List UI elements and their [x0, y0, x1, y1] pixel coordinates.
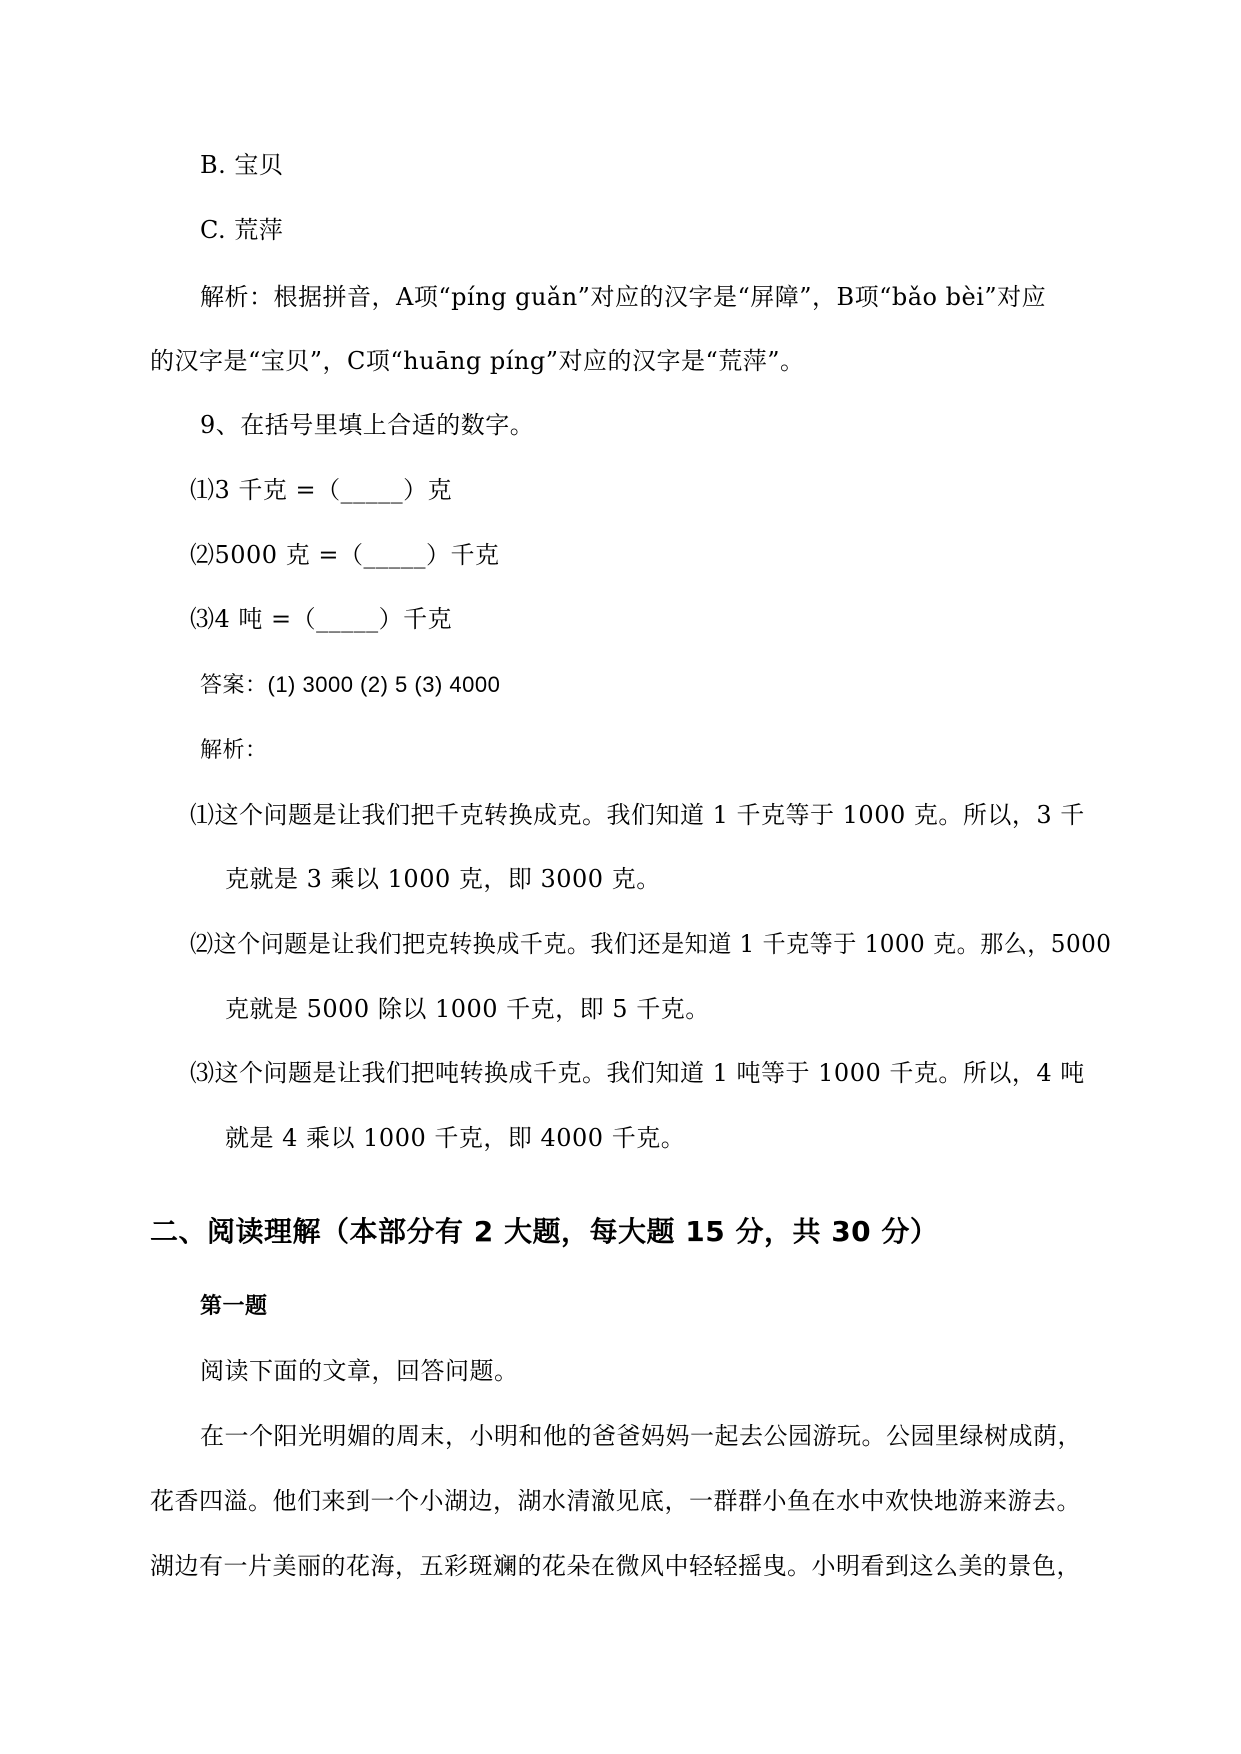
q8-analysis-line-1: 解析：根据拼音，A项“píng guǎn”对应的汉字是“屏障”，B项“bǎo bèi”对应	[200, 283, 1047, 311]
reading-instruction: 阅读下面的文章，回答问题。	[200, 1357, 519, 1385]
q9-item-2: ⑵5000 克 =（_____）千克	[190, 541, 500, 569]
q9-analysis-3-line-1: ⑶这个问题是让我们把吨转换成千克。我们知道 1 吨等于 1000 千克。所以，4 吨	[190, 1059, 1085, 1087]
q9-title: 9、在括号里填上合适的数字。	[200, 411, 535, 439]
question-1-title: 第一题	[200, 1294, 268, 1319]
q9-analysis-label: 解析：	[200, 737, 268, 762]
q9-item-3: ⑶4 吨 =（_____）千克	[190, 605, 453, 633]
option-b: B. 宝贝	[200, 151, 284, 179]
q9-analysis-1-line-2: 克就是 3 乘以 1000 克，即 3000 克。	[225, 865, 661, 893]
q9-answer: 答案：(1) 3000 (2) 5 (3) 4000	[200, 672, 501, 697]
q9-analysis-1-line-1: ⑴这个问题是让我们把千克转换成克。我们知道 1 千克等于 1000 克。所以，3 千	[190, 801, 1085, 829]
passage-line-1: 在一个阳光明媚的周末，小明和他的爸爸妈妈一起去公园游玩。公园里绿树成荫，	[200, 1422, 1082, 1450]
q9-item-1: ⑴3 千克 =（_____）克	[190, 476, 453, 504]
passage-line-2: 花香四溢。他们来到一个小湖边，湖水清澈见底，一群群小鱼在水中欢快地游来游去。	[150, 1487, 1081, 1515]
q8-analysis-line-2: 的汉字是“宝贝”，C项“huāng píng”对应的汉字是“荒萍”。	[150, 347, 805, 375]
q9-analysis-3-line-2: 就是 4 乘以 1000 千克，即 4000 千克。	[225, 1124, 686, 1152]
q9-analysis-2-line-1: ⑵这个问题是让我们把克转换成千克。我们还是知道 1 千克等于 1000 克。那么，5000	[190, 930, 1112, 958]
section-heading: 二、阅读理解（本部分有 2 大题，每大题 15 分，共 30 分）	[150, 1215, 939, 1248]
passage-line-3: 湖边有一片美丽的花海，五彩斑斓的花朵在微风中轻轻摇曳。小明看到这么美的景色，	[150, 1552, 1081, 1580]
option-c: C. 荒萍	[200, 216, 284, 244]
q9-analysis-2-line-2: 克就是 5000 除以 1000 千克，即 5 千克。	[225, 995, 710, 1023]
